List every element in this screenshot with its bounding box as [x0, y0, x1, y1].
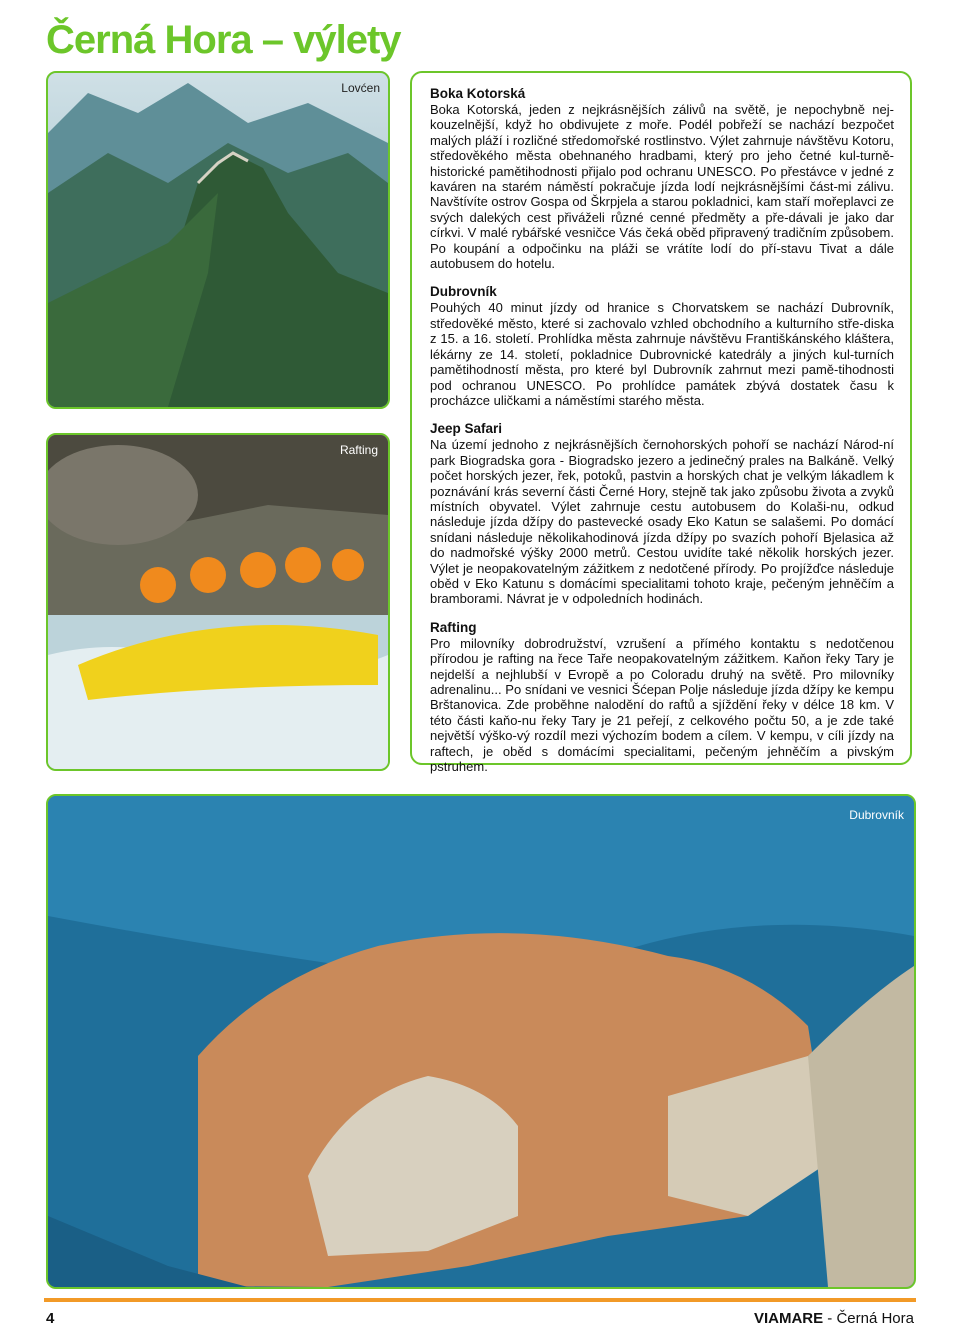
- dubrovnik-photo: [46, 794, 916, 1289]
- rafting-caption: Rafting: [339, 443, 378, 457]
- section-body: Pouhých 40 minut jízdy od hranice s Chorvatskem se nachází Dubrovník, středověké město, které si zachovalo vzhled obchodního a kulturního stře-diska z 15. a 16. století. Prohlídka města zahrnuje návštěvu Františkánského kláštera, lékárny ze 14. století, pokladnice Dubrovnické katedrály a jiných kul-turních pamětihodností města, pro které byl Dubrovník zahrnut mezi pamě-tihodnosti pod ochranou UNESCO. Po prohlídce památek zbývá dostatek času k procházce uličkami a náměstími starého města.: [430, 300, 894, 408]
- rafting-photo: [46, 433, 390, 771]
- section-body: Pro milovníky dobrodružství, vzrušení a přímého kontaktu s nedotčenou přírodou je rafting na řece Taře neopakovatelným zážitkem. Kaňon řeky Tary je nejdelší a nejhlubší v Evropě a po Coloradu druhý na světě. Pro milovníky adrenalinu... Po snídani ve vesnici Šćepan Polje následuje jízda džípy ke kempu Brštanovica. Zde proběhne nalodění do raftů a sjíždění řeky v délce 18 km. V této části kaňo-nu řeky Tary je 21 peřejí, z celkového počtu 50, a je zde také největší výško-vý rozdíl mezi výchozím bodem a cílem. V kempu, v cíli jízdy na raftech, je oběd s domácími specialitami, pečeným jehněčím a pivským pstruhem.: [430, 635, 894, 775]
- section-rafting: [430, 620, 894, 775]
- section-heading: Rafting: [430, 619, 477, 635]
- brand-separator: -: [823, 1310, 837, 1327]
- section-heading: Boka Kotorská: [430, 86, 526, 101]
- rafting-image: [48, 435, 388, 769]
- dubrovnik-caption: Dubrovník: [849, 808, 904, 822]
- section-heading: Dubrovník: [430, 284, 497, 300]
- section-body: Boka Kotorská, jeden z nejkrásnějších zálivů na světě, je nepochybně nej-kouzelnější, když ho obdivujete z moře. Podél pobřeží se nachází bezpočet malých pláží i rozličné středomořské rostlinstvo. Výlet zahrnuje návštěvu Kotoru, středověkého města obehnaného hradbami, který pro jeho četné kul-turně-historické pamětihodnosti přijalo pod ochranu UNESCO. Po přestávce v jedné z kaváren na starém náměstí pokračuje jízda lodí nejkrásnějšími část-mi zálivu. Navštívíte ostrov Gospa od Škrpjela a starou pokladnici, kam staří mořeplavci ze svých dalekých cest přiváželi různé cenné předměty a pře-dávali je jako dar církvi. V malé rybářské vesničce Vás čeká oběd připravený tradičním způsobem. Po koupání a odpočinku na pláži se vrátíte lodí do pří-stavu Tivat a dále autobusem do hotelu.: [430, 102, 894, 272]
- dubrovnik-image: [48, 796, 914, 1287]
- section-jeep-safari: [430, 421, 894, 606]
- section-heading: Jeep Safari: [430, 421, 503, 437]
- section-body: Na území jednoho z nejkrásnějších černohorských pohoří se nachází Národ-ní park Biogradska gora - Biogradsko jezero a jedinečný prales na Balkáně. Velký počet horských jezer, řek, potoků, pastvin a horských chat je velkým lákadlem k poznávání krás severní části Černé Hory, stejně tak jako způsobu života a zvyků místních obyvatel. Výlet zahrnuje cestu autobusem do Kolaši-nu, odkud následuje jízda džípy do pastevecké osady Eko Katun se salašemi. Po domácí snídani následuje několikahodinová jízda džípy po svazích pohoří Bjelasica až do nadmořské výšky 2000 metrů. Cestou uvidíte také několik horských jezer. Výlet je neopakovatelným zážitkem z nedotčené přírody. Po projížďce následuje oběd v Eko Katunu s domácími specialitami tohoto kraje, pečeným jehněčím a bramborami. Návrat je v odpoledních hodinách.: [430, 437, 894, 607]
- footer-divider: [44, 1298, 916, 1302]
- lovcen-photo: [46, 71, 390, 409]
- excursions-text-box: [410, 71, 912, 775]
- lovcen-mountain-image: [48, 73, 388, 407]
- page-title: Černá Hora – výlety: [46, 18, 401, 62]
- footer-brand: [754, 1310, 914, 1327]
- lovcen-caption: Lovćen: [341, 81, 380, 95]
- section-dubrovnik: [430, 284, 894, 408]
- brand-name: VIAMARE: [753, 1310, 824, 1327]
- brand-region: Černá Hora: [836, 1310, 914, 1327]
- page-number: 4: [46, 1310, 55, 1327]
- section-boka-kotorska: [430, 86, 894, 271]
- header-band: [0, 0, 960, 72]
